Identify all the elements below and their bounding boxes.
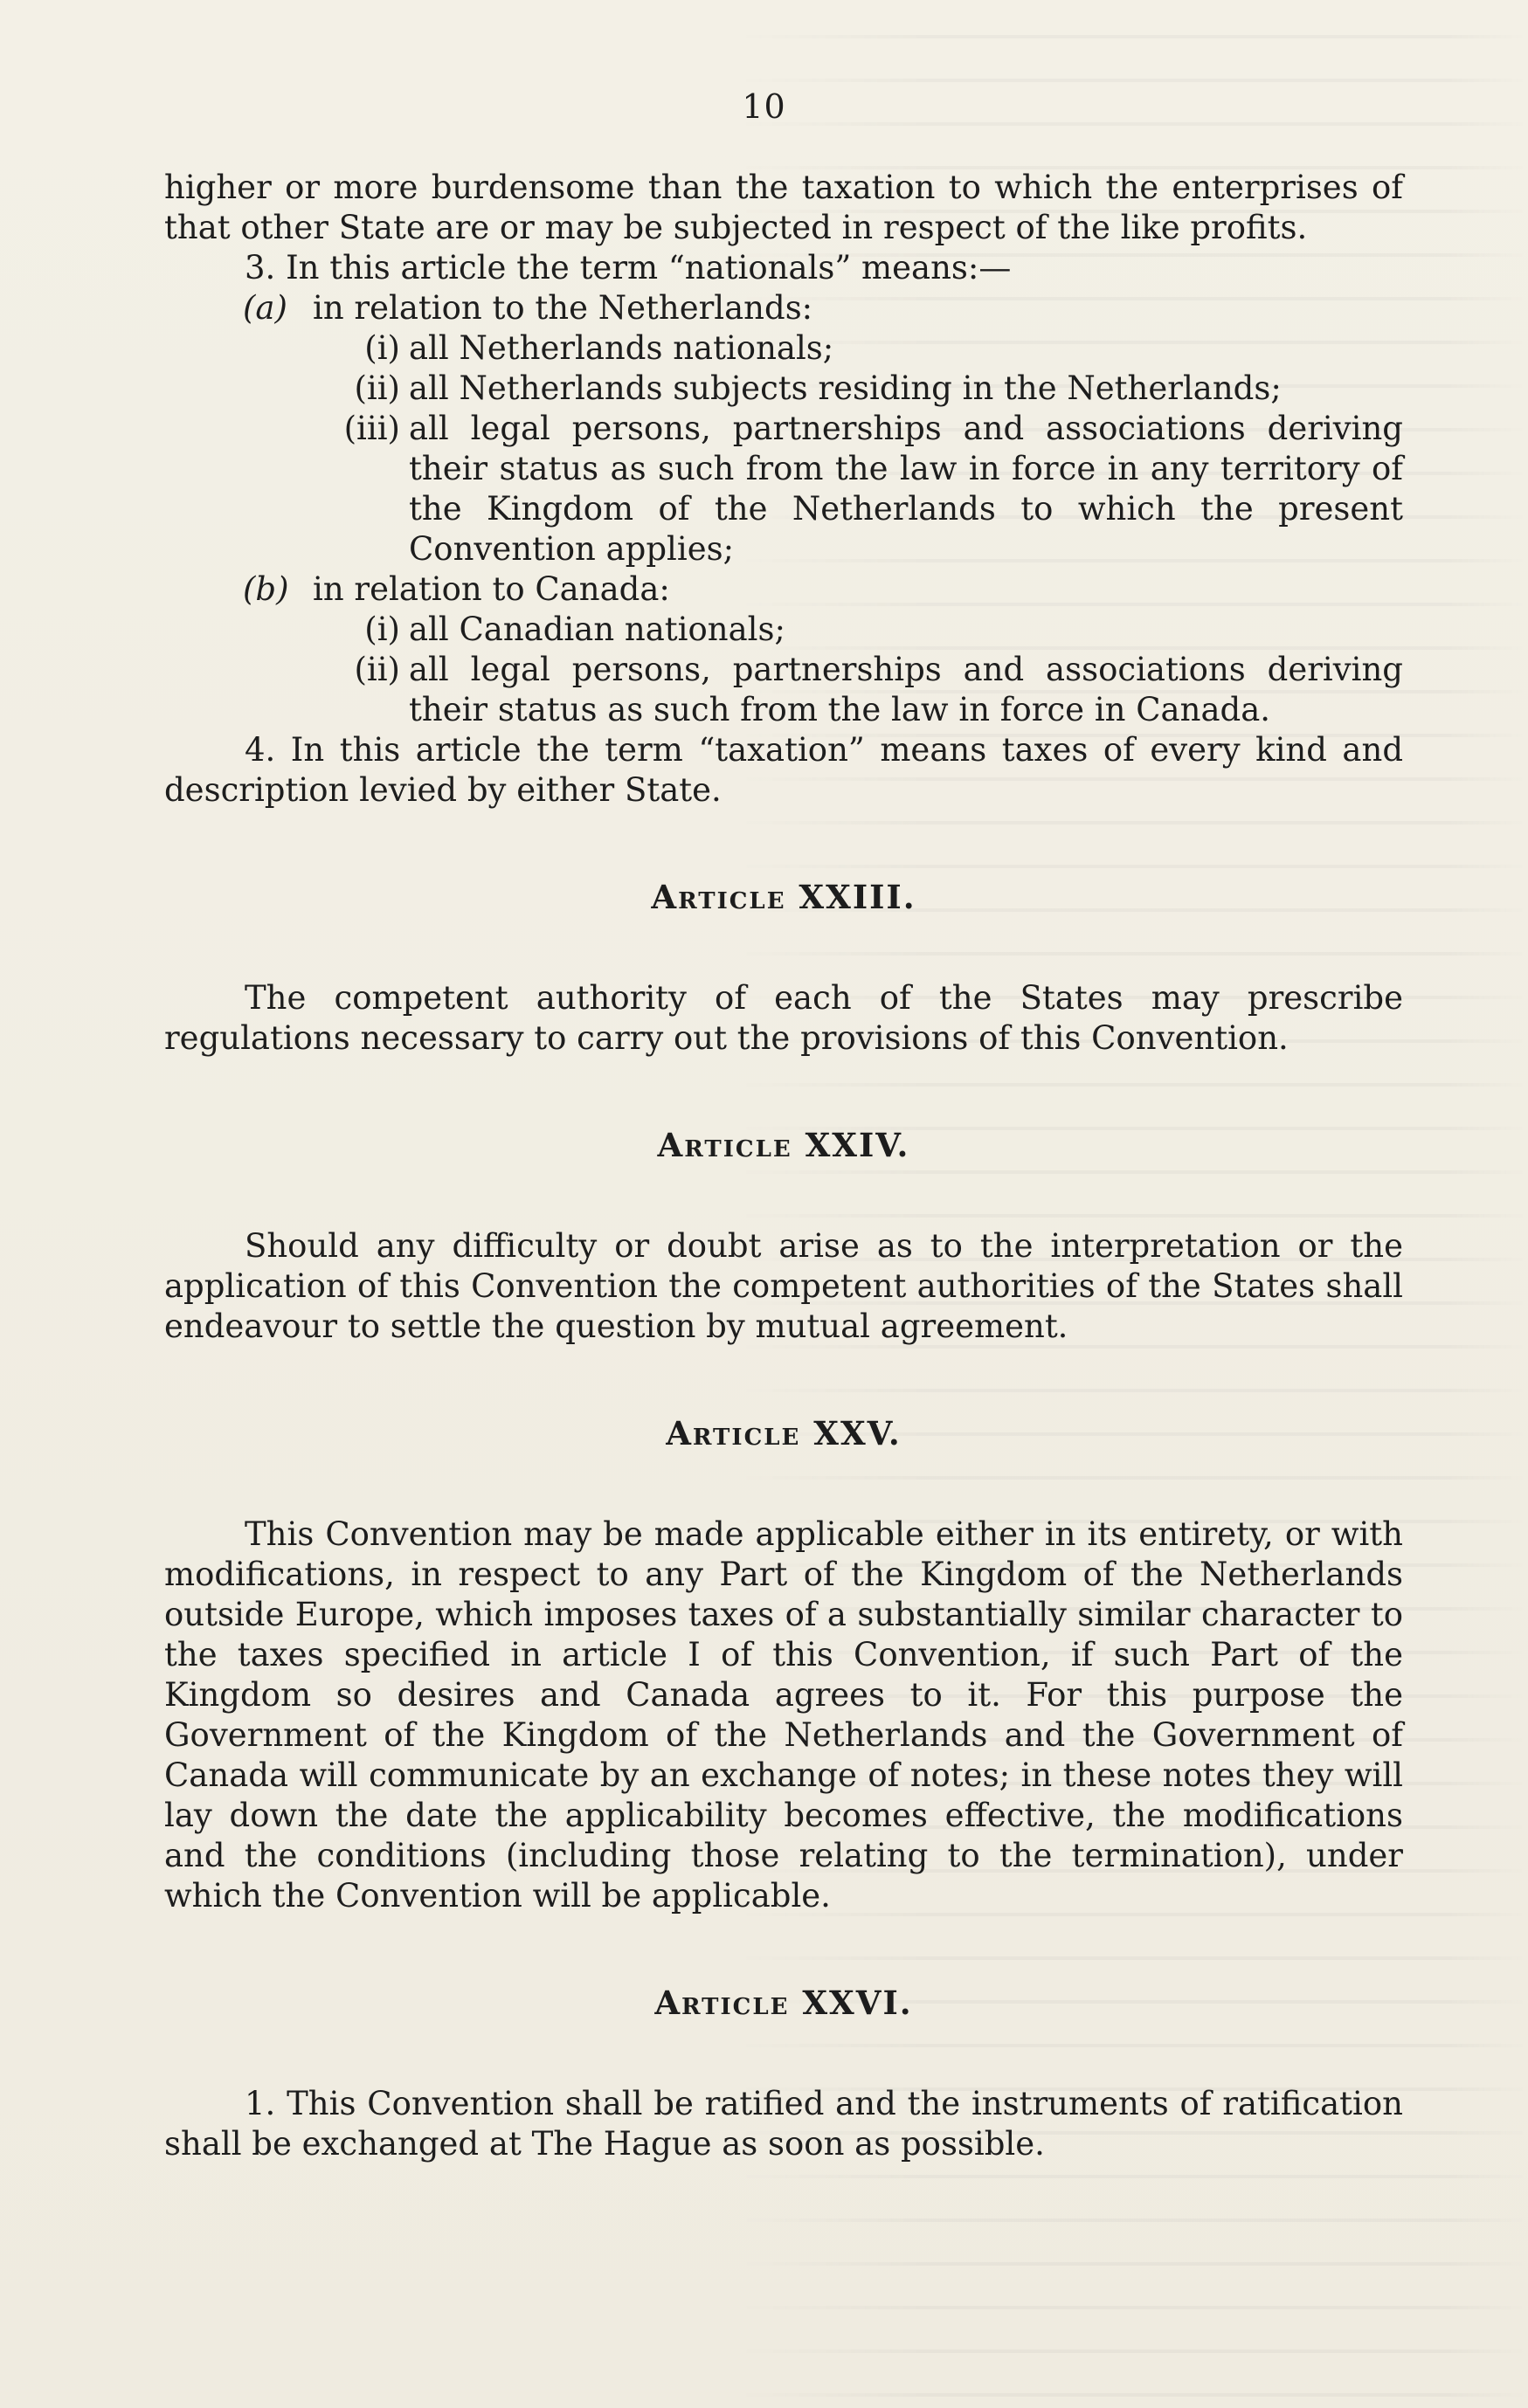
list-text-a: in relation to the Netherlands: <box>313 289 813 327</box>
list-text-a-i: all Netherlands nationals; <box>409 329 834 367</box>
page-number: 10 <box>742 87 786 126</box>
list-item-a-i <box>164 328 1403 369</box>
body-text <box>164 168 1403 2164</box>
list-item-b-ii <box>164 650 1403 730</box>
spacer <box>164 1165 1403 1226</box>
list-mark-a-ii: (ii) <box>354 369 400 407</box>
spacer <box>164 1059 1403 1125</box>
list-text-b: in relation to Canada: <box>313 570 670 608</box>
list-item-b-i <box>164 610 1403 650</box>
list-mark-b: (b) <box>243 570 289 608</box>
article-heading-xxv: Article XXV. <box>666 1414 902 1452</box>
article-heading-xxiii: Article XXIII. <box>651 878 916 916</box>
list-mark-a-iii: (iii) <box>343 410 400 447</box>
list-text-a-iii: all legal persons, partnerships and associations deriving their status as such from the law in force in any territory of the Kingdom of the Netherlands to which the present Convention applies; <box>409 410 1403 568</box>
spacer <box>164 917 1403 978</box>
paragraph-4: 4. In this article the term “taxation” means taxes of every kind and description levied by either State. <box>164 731 1403 809</box>
list-text-b-ii: all legal persons, partnerships and associations deriving their status as such from the law in force in Canada. <box>409 651 1403 728</box>
list-text-a-ii: all Netherlands subjects residing in the Netherlands; <box>409 369 1282 407</box>
list-mark-b-i: (i) <box>364 611 400 648</box>
spacer <box>164 1916 1403 1983</box>
list-text-b-i: all Canadian nationals; <box>409 611 785 648</box>
article-xxiv-paragraph: Should any difficulty or doubt arise as to the interpretation or the application of this Convention the competent authorities of the States shall endeavour to settle the question by mutual agreement. <box>164 1227 1403 1345</box>
list-mark-b-ii: (ii) <box>354 651 400 688</box>
article-xxv-paragraph: This Convention may be made applicable either in its entirety, or with modifications, in respect to any Part of the Kingdom of the Netherlands outside Europe, which imposes taxes of a substantially similar character to the taxes specified in article I of this Convention, if such Part of the Kingdom so desires and Canada agrees to it. For this purpose the Government of the Kingdom of the Netherlands and the Government of Canada will communicate by an exchange of notes; in these notes they will lay down the date the applicability becomes effective, the modifications and the conditions (including those relating to the termination), under which the Convention will be applicable. <box>164 1515 1403 1915</box>
continuation-paragraph: higher or more burdensome than the taxation to which the enterprises of that other State are or may be subjected in respect of the like profits. <box>164 169 1403 246</box>
list-mark-a-i: (i) <box>364 329 400 367</box>
article-heading-xxiv: Article XXIV. <box>657 1126 910 1164</box>
article-xxvi-paragraph: 1. This Convention shall be ratified and the instruments of ratification shall be exchanged at The Hague as soon as possible. <box>164 2085 1403 2163</box>
spacer <box>164 2023 1403 2084</box>
list-item-b <box>164 569 1403 610</box>
list-item-a <box>164 288 1403 328</box>
list-mark-a: (a) <box>243 289 287 327</box>
spacer <box>164 1347 1403 1413</box>
article-xxiii-paragraph: The competent authority of each of the States may prescribe regulations necessary to carry out the provisions of this Convention. <box>164 979 1403 1057</box>
spacer <box>164 811 1403 877</box>
list-item-a-iii <box>164 409 1403 569</box>
paragraph-3-intro: 3. In this article the term “nationals” means:— <box>245 249 1012 286</box>
list-item-a-ii <box>164 369 1403 409</box>
spacer <box>164 1453 1403 1514</box>
article-heading-xxvi: Article XXVI. <box>654 1984 913 2022</box>
